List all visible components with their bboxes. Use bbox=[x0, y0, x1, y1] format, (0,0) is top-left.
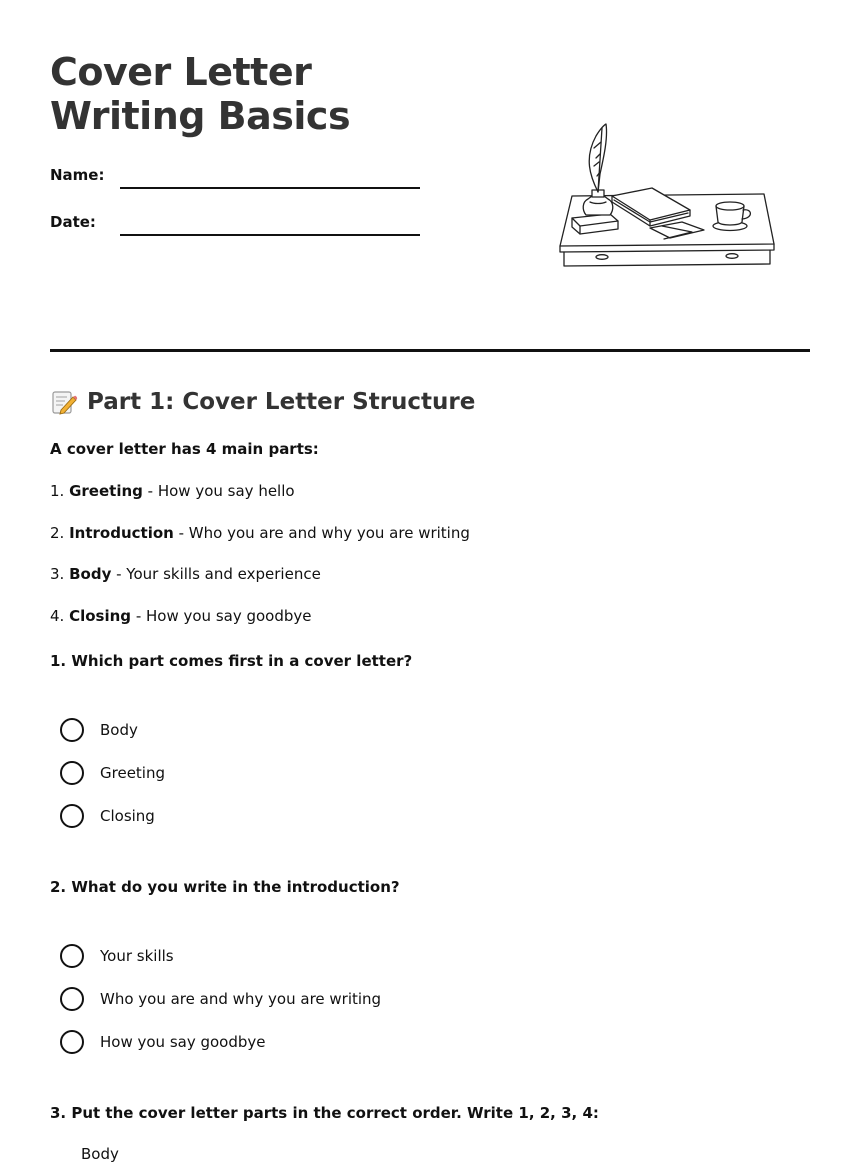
q2-option-goodbye[interactable] bbox=[60, 1029, 266, 1055]
question-3: 3. Put the cover letter parts in the correct order. Write 1, 2, 3, 4: bbox=[50, 1104, 599, 1122]
list-item: 2. Introduction - Who you are and why you are writing bbox=[50, 524, 470, 542]
q1-option-body[interactable] bbox=[60, 717, 138, 743]
date-field[interactable] bbox=[120, 234, 420, 236]
section-heading-part1 bbox=[50, 388, 475, 416]
option-label: How you say goodbye bbox=[100, 1033, 266, 1051]
name-field[interactable] bbox=[120, 187, 420, 189]
question-1: 1. Which part comes first in a cover letter? bbox=[50, 652, 413, 670]
q2-option-skills[interactable] bbox=[60, 943, 174, 969]
option-label: Who you are and why you are writing bbox=[100, 990, 382, 1008]
section-heading-text: Part 1: Cover Letter Structure bbox=[87, 389, 476, 415]
list-item: 3. Body - Your skills and experience bbox=[50, 565, 321, 583]
radio-button[interactable] bbox=[60, 1030, 84, 1054]
section-divider bbox=[50, 349, 810, 352]
list-item: 1. Greeting - How you say hello bbox=[50, 482, 295, 500]
radio-button[interactable] bbox=[60, 718, 84, 742]
date-label: Date: bbox=[50, 213, 96, 231]
question-2: 2. What do you write in the introduction? bbox=[50, 878, 400, 896]
name-label: Name: bbox=[50, 166, 105, 184]
radio-button[interactable] bbox=[60, 944, 84, 968]
radio-button[interactable] bbox=[60, 804, 84, 828]
writing-desk-illustration bbox=[552, 118, 782, 273]
list-item: 4. Closing - How you say goodbye bbox=[50, 607, 312, 625]
radio-button[interactable] bbox=[60, 761, 84, 785]
page-title: Cover Letter Writing Basics bbox=[50, 50, 351, 138]
option-label: Greeting bbox=[100, 764, 165, 782]
option-label: Closing bbox=[100, 807, 155, 825]
option-label: Body bbox=[100, 721, 138, 739]
parts-intro: A cover letter has 4 main parts: bbox=[50, 440, 319, 458]
q2-option-who-you-are[interactable] bbox=[60, 986, 381, 1012]
option-label: Your skills bbox=[100, 947, 174, 965]
radio-button[interactable] bbox=[60, 987, 84, 1011]
q1-option-closing[interactable] bbox=[60, 803, 155, 829]
q1-option-greeting[interactable] bbox=[60, 760, 165, 786]
order-item: Body bbox=[81, 1145, 119, 1163]
memo-icon bbox=[50, 388, 78, 416]
